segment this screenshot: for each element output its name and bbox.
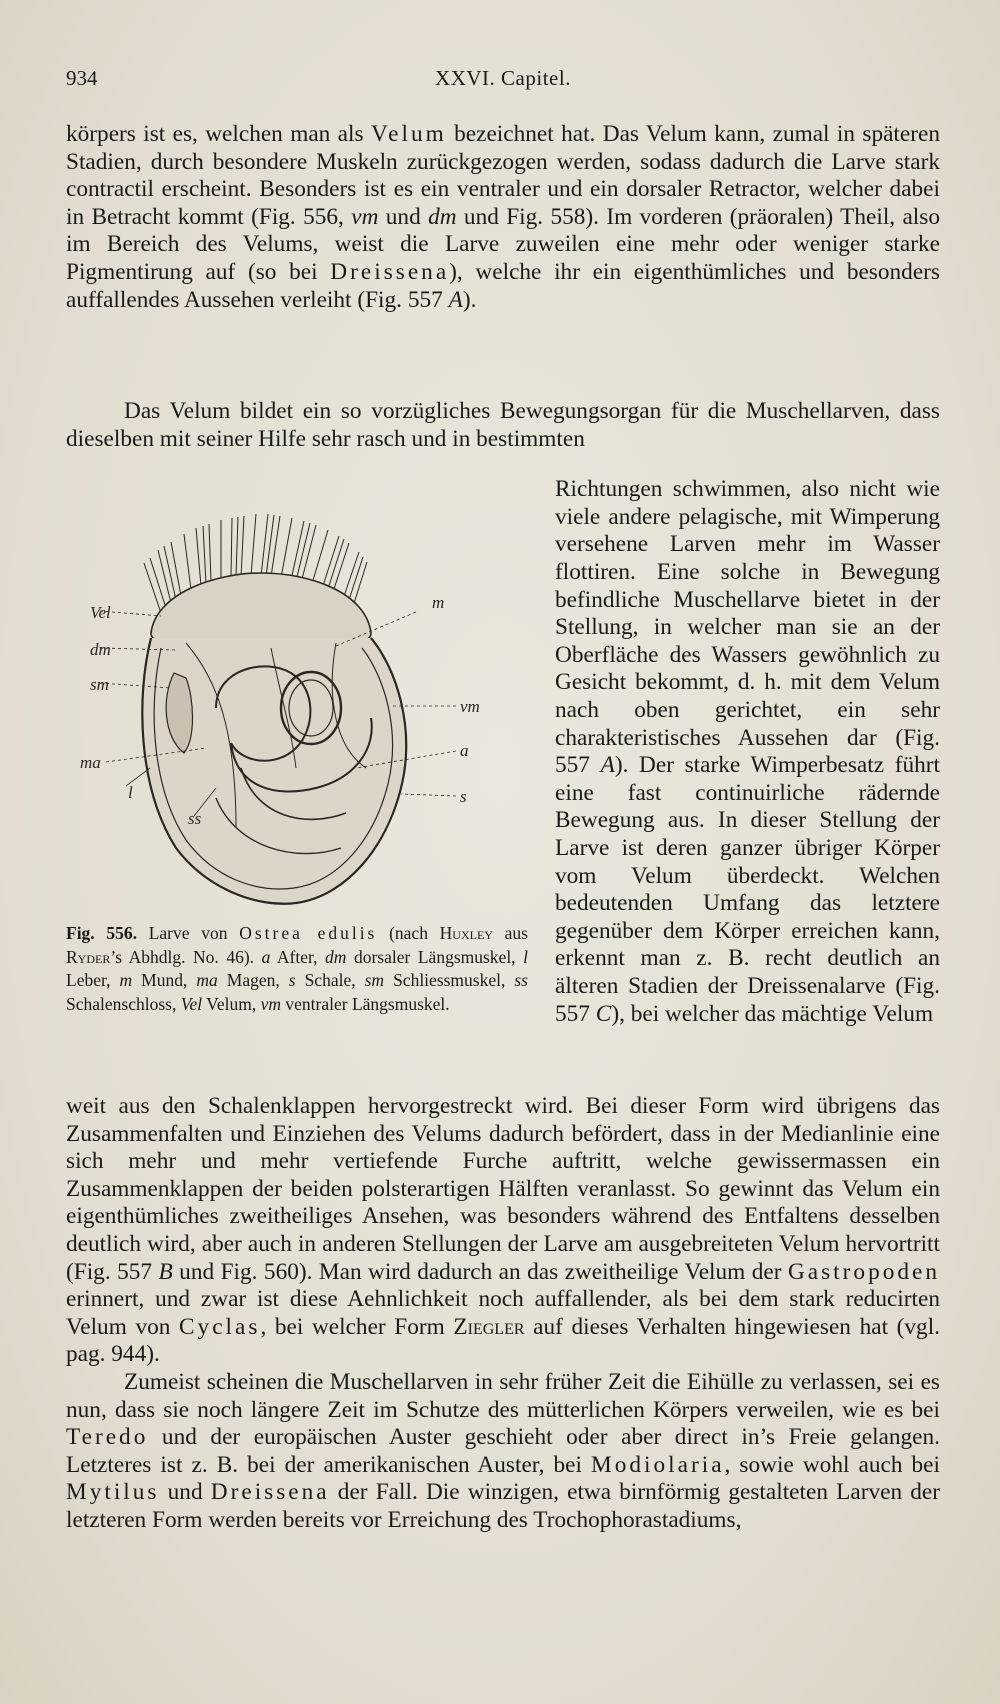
text-run: der Fall. Die winzigen, etwa birnförmig gestalteten Larven der letzteren Form werden bereits vor Erreichung des Trochophorastadiums,	[66, 1479, 941, 1533]
author-ziegler: Ziegler	[453, 1313, 525, 1340]
italic-fig-letter: A	[448, 286, 463, 313]
text-run: und	[378, 203, 429, 230]
emphasis-teredo: Teredo	[66, 1424, 149, 1451]
running-head: XXVI. Capitel.	[435, 66, 571, 90]
text-run: und der europäischen Auster geschieht oder aber direct in’s Freie gelangen. Letzteres ist z. B. bei der amerikanischen Auster, bei	[66, 1424, 940, 1478]
text-run: und Fig. 560). Man wird dadurch an das zweitheilige Velum der	[172, 1258, 788, 1285]
label-ma: ma	[80, 753, 101, 772]
figure-caption	[66, 922, 528, 1016]
caption-author-huxley: Huxley	[439, 923, 493, 943]
text-run: Zumeist scheinen die Muschellarven in sehr früher Zeit die Eihülle zu verlassen, sei es nun, dass sie noch längere Zeit im Schutze des mütterlichen Körpers verweilen, wie es bei	[66, 1368, 940, 1423]
paragraph-velum-movement-start	[66, 398, 940, 453]
label-l: l	[128, 783, 133, 802]
emphasis-mytilus: Mytilus	[66, 1479, 160, 1506]
caption-abbrev: m	[119, 970, 133, 991]
label-s: s	[460, 787, 467, 806]
caption-run: Magen,	[217, 970, 289, 991]
caption-run: ’s Abhdlg. No. 46).	[110, 946, 262, 967]
caption-run: ventraler Längsmuskel.	[281, 993, 450, 1014]
paragraph-larva-release	[66, 1369, 940, 1535]
caption-run: Mund,	[132, 970, 197, 991]
caption-run: Schliessmuskel,	[384, 970, 515, 991]
emphasis-cyclas: Cyclas	[179, 1313, 261, 1340]
italic-fig-letter: A	[600, 752, 615, 779]
paragraph-text: Das Velum bildet ein so vorzügliches Bewegungsorgan für die Muschellarven, dass dieselben mit seiner Hilfe sehr rasch und in bestimmten	[66, 398, 940, 452]
text-run: ), bei welcher das mächtige Velum	[611, 1000, 934, 1027]
text-run: ), welche ihr ein eigenthümliches und besonders auffallendes Aussehen verleiht (Fig. 557	[66, 258, 940, 313]
italic-dm: dm	[428, 203, 457, 230]
text-run: bezeichnet hat. Das Velum kann, zumal in späteren Stadien, durch besondere Muskeln zurückgezogen werden, sodass dadurch die Larve stark contractil erscheint. Besonders ist es ein ventraler und ein dorsaler Retractor, welcher dabei in Betracht kommt (Fig. 556,	[66, 121, 940, 230]
label-vm: vm	[460, 697, 480, 716]
caption-author-ryder: Ryder	[66, 946, 111, 967]
italic-fig-letter: C	[595, 1000, 612, 1027]
paragraph-velum-movement-end	[66, 1093, 940, 1535]
page-header	[66, 66, 940, 94]
caption-run: Schalenschloss,	[66, 993, 181, 1014]
caption-abbrev: ma	[196, 970, 218, 991]
italic-vm: vm	[351, 203, 379, 230]
caption-abbrev: Vel	[180, 993, 203, 1014]
caption-abbrev: ss	[514, 970, 528, 991]
caption-run: After,	[270, 946, 326, 967]
text-run: auf dieses Verhalten hingewiesen hat (vgl. pag. 944).	[66, 1313, 941, 1368]
paragraph-velum-retractor	[66, 121, 940, 314]
figure-ostrea-larva	[66, 468, 528, 918]
emphasis-dreissena: Dreissena	[210, 1479, 330, 1506]
caption-run: (nach	[377, 923, 440, 943]
emphasis-velum: Velum	[370, 121, 447, 147]
text-run: ).	[462, 286, 477, 313]
label-dm: dm	[90, 640, 111, 659]
caption-run: Larve von	[137, 923, 240, 943]
emphasis-modiolaria: Modiolaria	[591, 1451, 725, 1478]
caption-abbrev: sm	[364, 970, 385, 991]
text-run: , sowie wohl auch bei	[724, 1451, 940, 1478]
label-ss: ss	[188, 809, 202, 828]
caption-run: Schale,	[295, 970, 365, 991]
emphasis-dreissena: Dreissena	[330, 258, 450, 285]
caption-run: Leber,	[66, 970, 120, 991]
caption-abbrev: s	[288, 970, 296, 991]
caption-abbrev: dm	[325, 946, 347, 967]
label-sm: sm	[90, 675, 109, 694]
text-run: ). Der starke Wimperbesatz führt eine fast continuirliche rädernde Bewegung aus. In dieser Stellung der Larve ist deren ganzer übriger Körper vom Velum überdeckt. Welchen bedeutenden Umfang das letztere gegenüber dem Körper erreichen kann, erkennt man z. B. recht deutlich an älteren Stadien der Dreissenalarve (Fig. 557	[555, 752, 940, 1027]
larva-illustration	[66, 468, 528, 918]
text-run: weit aus den Schalenklappen hervorgestreckt wird. Bei dieser Form wird übrigens das Zusammenfalten und Einziehen des Velums dadurch befördert, dass in der Medianlinie eine sich mehr und mehr vertiefende Furche auftritt, welche gewissermassen ein Zusammenklappen der beiden polsterartigen Hälften veranlasst. So gewinnt das Velum ein eigenthümliches zweitheiliges Ansehen, was besonders während des Entfaltens desselben deutlich wird, aber auch in anderen Stellungen der Larve am ausgebreiteten Velum hervortritt (Fig. 557	[66, 1093, 940, 1285]
text-run: erinnert, und zwar ist diese Aehnlichkeit noch auffallender, als bei dem stark reducirten Velum von	[66, 1286, 940, 1340]
label-vel: Vel	[90, 603, 111, 622]
caption-abbrev: a	[261, 946, 271, 967]
caption-run: Velum,	[202, 993, 261, 1014]
caption-abbrev: vm	[260, 993, 282, 1014]
label-m: m	[432, 593, 445, 612]
text-run: Richtungen schwimmen, also nicht wie viele andere pelagische, mit Wimperung versehene Larven mehr im Wasser flottiren. Eine solche in Bewegung befindliche Muschellarve bietet in der Stellung, in welcher man sie an der Oberfläche des Wassers gewöhnlich zu Gesicht bekommt, d. h. mit dem Velum nach oben gerichtet, ein sehr charakteristisches Aussehen dar (Fig. 557	[555, 476, 940, 779]
emphasis-gastropoden: Gastropoden	[787, 1258, 940, 1285]
caption-run: dorsaler Längsmuskel,	[346, 946, 524, 967]
caption-abbrev: l	[523, 946, 528, 967]
caption-run: aus	[492, 923, 528, 943]
page-number: 934	[66, 66, 98, 90]
italic-fig-letter: B	[158, 1258, 173, 1285]
text-run: , bei welcher Form	[260, 1313, 454, 1340]
text-run: körpers ist es, welchen man als	[66, 121, 371, 147]
text-run: und	[159, 1479, 211, 1506]
text-run: und Fig. 558). Im vorderen (präoralen) Theil, also im Bereich des Velums, weist die Larve zuweilen eine mehr oder weniger starke Pigmentirung auf (so bei	[66, 203, 940, 285]
caption-species: Ostrea edulis	[239, 923, 378, 943]
caption-fig-number: Fig. 556.	[66, 923, 138, 943]
label-a: a	[460, 741, 469, 760]
paragraph-velum-movement-column	[555, 453, 940, 1051]
